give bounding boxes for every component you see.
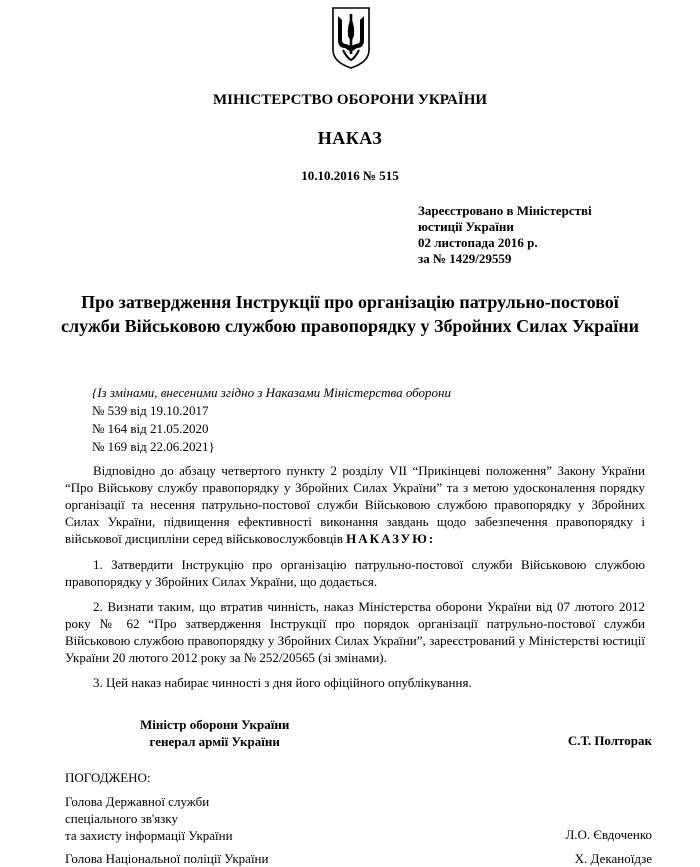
agreed-label: ПОГОДЖЕНО: [65,770,151,785]
document-date-number: 10.10.2016 № 515 [301,168,399,183]
agreed-name-1: Л.О. Євдоченко [565,827,652,842]
order-item-text: 3. Цей наказ набирає чинності з дня його офіційного опублікування. [93,675,472,690]
agreed-position-line: та захисту інформації України [65,828,233,843]
document-type: НАКАЗ [317,128,383,148]
agreed-position-2: Голова Національної поліції України [65,851,269,866]
signatory-name: С.Т. Полторак [567,733,652,748]
amendments-note [92,384,652,456]
order-item-1 [65,556,645,590]
preamble-paragraph [65,462,645,547]
order-item-3 [65,674,645,691]
preamble-text: Відповідно до абзацу четвертого пункту 2 розділу VII “Прикінцеві положення” Закону України “Про Військову службу правопорядку у Збройних Силах України” та з метою удосконалення порядку організації та несення патрульно-постової служби Військовою службою правопорядку у Збройних Силах України, підвищення ефективності виконання завдань щодо забезпечення правопорядку і військової дисципліни серед військовослужбовців [65,463,645,546]
registration-line: юстиції України [418,219,514,234]
ministry-name: МІНІСТЕРСТВО ОБОРОНИ УКРАЇНИ [212,92,488,108]
amendments-intro: {Із змінами, внесеними згідно з Наказами Міністерства оборони [92,385,451,400]
trident-emblem-icon [329,6,373,70]
agreed-position-line: спеціального зв'язку [65,811,178,826]
agreed-position-1 [65,793,295,844]
agreed-position-line: Голова Державної служби [65,794,210,809]
registration-line: 02 листопада 2016 р. [418,235,538,250]
signatory-position [140,716,289,750]
order-word: НАКАЗУЮ: [346,531,436,546]
document-title: Про затвердження Інструкції про організацію патрульно-постової служби Військовою службою правопорядку у Збройних Силах України [61,292,639,336]
order-item-2 [65,598,645,666]
signatory-position-line: Міністр оборони України [140,717,290,732]
agreed-name-2: Х. Деканоїдзе [574,851,652,866]
order-item-text: 1. Затвердити Інструкцію про організацію патрульно-постової служби Військовою службою правопорядку у Збройних Силах України, що додається. [65,557,645,589]
order-item-text: 2. Визнати таким, що втратив чинність, наказ Міністерства оборони України від 07 лютого 2012 року № 62 “Про затвердження Інструкції про порядок організації патрульно-постової служби Військовою службою правопорядку у Збройних Силах України”, зареєстрований у Міністерстві юстиції України 20 лютого 2012 року за № 252/20565 (зі змінами). [65,599,645,665]
amendment-item: № 164 від 21.05.2020 [92,421,209,436]
signatory-position-line: генерал армії України [149,734,280,749]
registration-line: Зареєстровано в Міністерстві [418,203,592,218]
registration-line: за № 1429/29559 [418,251,512,266]
amendment-item: № 169 від 22.06.2021} [92,439,215,454]
amendment-item: № 539 від 19.10.2017 [92,403,209,418]
registration-stamp [418,203,668,267]
